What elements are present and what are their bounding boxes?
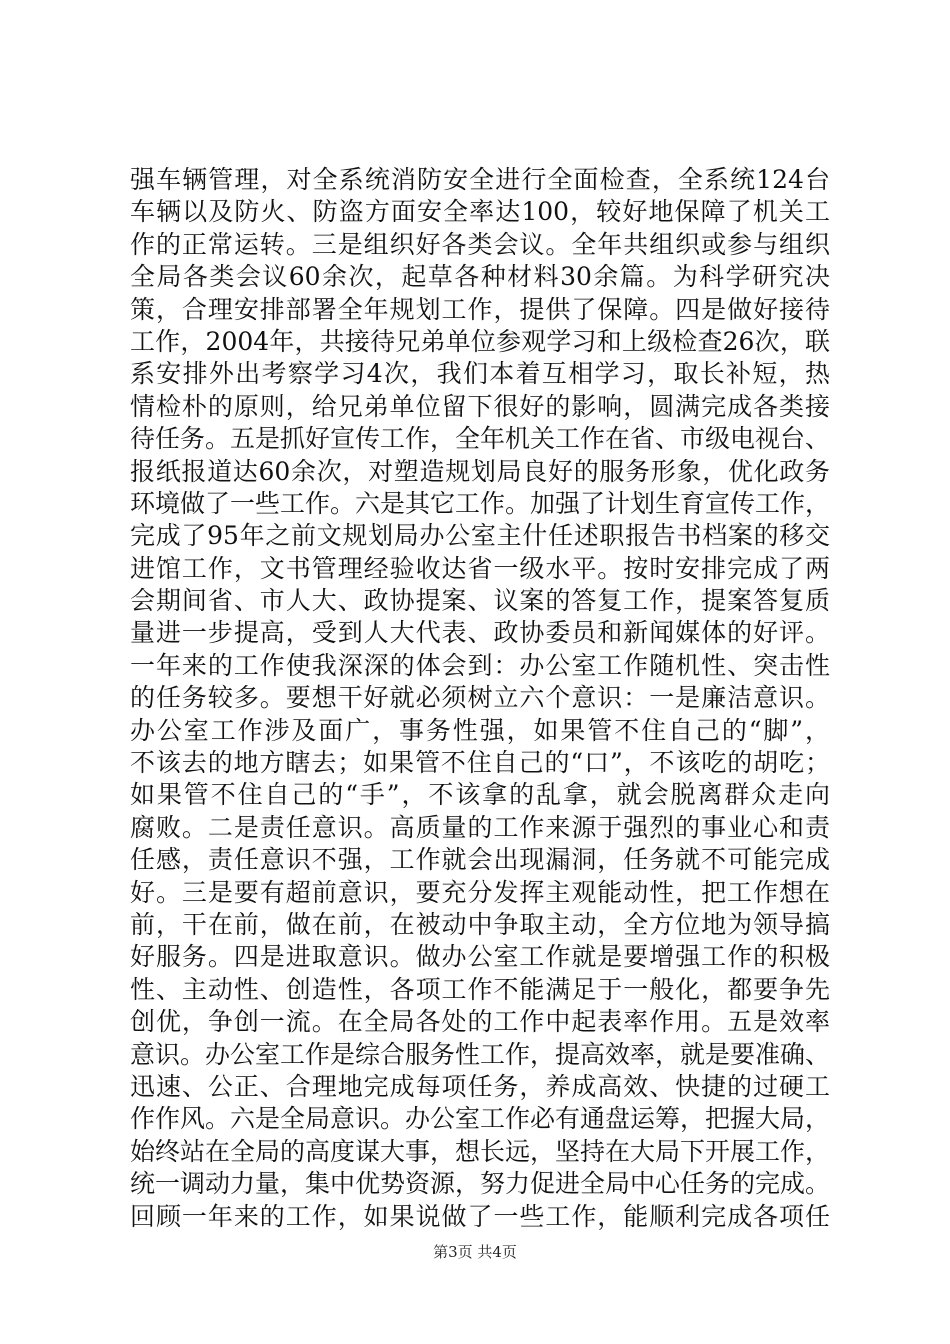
text-line: 回顾一年来的工作，如果说做了一些工作，能顺利完成各项任 [130,1201,830,1231]
text-line: 车辆以及防火、防盗方面安全率达100，较好地保障了机关工 [130,197,830,227]
text-line: 统一调动力量，集中优势资源，努力促进全局中心任务的完成。 [130,1169,830,1199]
body-text [130,164,830,1233]
text-line: 全局各类会议60余次，起草各种材料30余篇。为科学研究决 [130,262,830,292]
text-line: 不该去的地方瞎去；如果管不住自己的“口”，不该吃的胡吃； [130,748,830,778]
text-line: 量进一步提高，受到人大代表、政协委员和新闻媒体的好评。 [130,618,830,648]
text-line: 始终站在全局的高度谋大事，想长远，坚持在大局下开展工作， [130,1136,830,1166]
text-line: 报纸报道达60余次，对塑造规划局良好的服务形象，优化政务 [130,456,830,486]
page-footer: 第3页 共4页 [433,1243,517,1261]
text-line: 好服务。四是进取意识。做办公室工作就是要增强工作的积极 [130,942,830,972]
text-line: 创优，争创一流。在全局各处的工作中起表率作用。五是效率 [130,1007,830,1037]
text-line: 作的正常运转。三是组织好各类会议。全年共组织或参与组织 [130,229,830,259]
text-line: 的任务较多。要想干好就必须树立六个意识：一是廉洁意识。 [130,683,830,713]
text-line: 好。三是要有超前意识，要充分发挥主观能动性，把工作想在 [130,877,830,907]
text-line: 工作，2004年，共接待兄弟单位参观学习和上级检查26次，联 [130,326,830,356]
text-line: 意识。办公室工作是综合服务性工作，提高效率，就是要准确、 [130,1039,830,1069]
text-line: 作作风。六是全局意识。办公室工作必有通盘运筹，把握大局， [130,1104,830,1134]
text-line: 强车辆管理，对全系统消防安全进行全面检查，全系统124台 [130,165,830,194]
text-line: 待任务。五是抓好宣传工作，全年机关工作在省、市级电视台、 [130,424,830,454]
text-line: 任感，责任意识不强，工作就会出现漏洞，任务就不可能完成 [130,845,830,875]
text-line: 环境做了一些工作。六是其它工作。加强了计划生育宣传工作， [130,488,830,518]
text-line: 腐败。二是责任意识。高质量的工作来源于强烈的事业心和责 [130,812,830,842]
text-line: 完成了95年之前文规划局办公室主什任述职报告书档案的移交 [130,521,830,551]
text-line: 前，干在前，做在前，在被动中争取主动，全方位地为领导搞 [130,909,830,939]
text-line: 办公室工作涉及面广，事务性强，如果管不住自己的“脚”， [130,715,830,745]
text-line: 策，合理安排部署全年规划工作，提供了保障。四是做好接待 [130,294,830,324]
text-line: 如果管不住自己的“手”，不该拿的乱拿，就会脱离群众走向 [130,780,830,810]
text-line: 迅速、公正、合理地完成每项任务，养成高效、快捷的过硬工 [130,1071,830,1101]
text-line: 性、主动性、创造性，各项工作不能满足于一般化，都要争先 [130,974,830,1004]
text-line: 会期间省、市人大、政协提案、议案的答复工作，提案答复质 [130,586,830,616]
text-line: 一年来的工作使我深深的体会到：办公室工作随机性、突击性 [130,650,830,680]
text-line: 情检朴的原则，给兄弟单位留下很好的影响，圆满完成各类接 [130,391,830,421]
text-line: 进馆工作，文书管理经验收达省一级水平。按时安排完成了两 [130,553,830,583]
text-line: 系安排外出考察学习4次，我们本着互相学习，取长补短，热 [130,359,830,389]
